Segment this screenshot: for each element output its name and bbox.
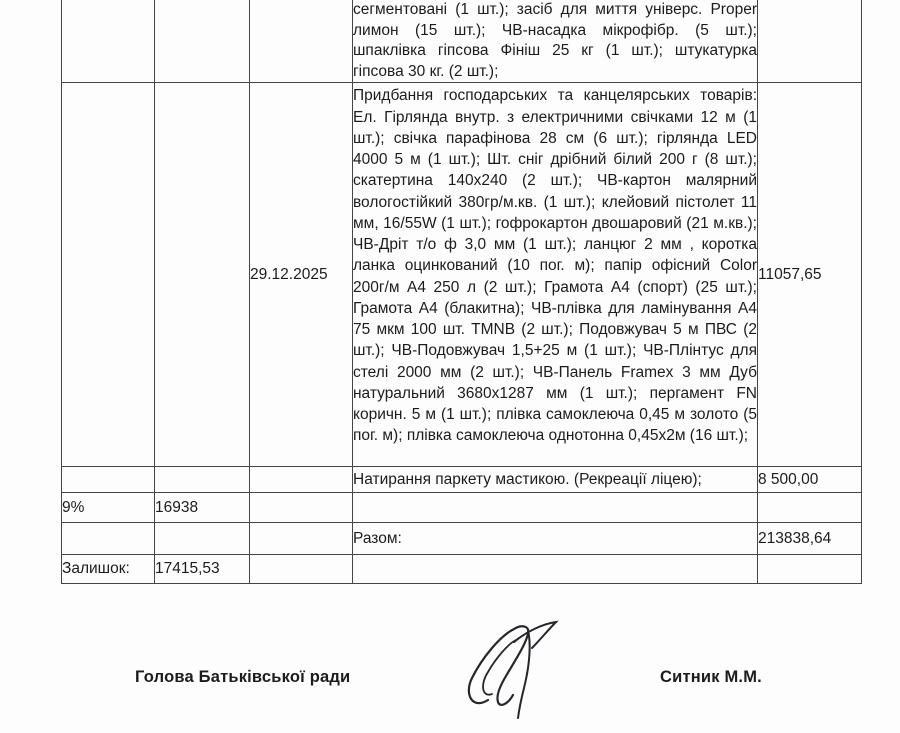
parquet-description: Натирання паркету мастикою. (Рекреації ліцею);: [353, 467, 758, 493]
cell-empty: [758, 493, 862, 523]
purchase-date: 29.12.2025: [250, 83, 353, 467]
purchase-description: Придбання господарських та канцелярських товарів: Ел. Гірлянда внутр. з електричними свічками 12 м (1 шт.); свічка парафінова 28 см (6 шт.); гірлянда LED 4000 5 м (1 шт.); Шт. сніг дрібний білий 200 г (8 шт.); скатертина 140х240 (2 шт.); ЧВ-картон малярний вологостійкий 380гр/м.кв. (1 шт.); клейовий пістолет 11 мм, 16/55W (1 шт.); гофрокартон двошаровий (21 м.кв.); ЧВ-Дріт т/о ф 3,0 мм (1 шт.); ланцюг 2 мм , коротка ланка оцинкований (10 пог. м); папір офісний Color 200г/м А4 250 л (2 шт.); Грамота А4 (спорт) (25 шт.); Грамота А4 (блакитна); ЧВ-плівка для ламінування А4 75 мкм 100 шт. TMNB (2 шт.); Подовжувач 5 м ПВС (2 шт.); ЧВ-Подовжувач 1,5+25 м (1 шт.); ЧВ-Плінтус для стелі 2000 мм (2 шт.); ЧВ-Панель Framex 3 мм Дуб натуральний 3680х1287 мм (1 шт.); пергамент FN коричн. 5 м (1 шт.); плівка самоклеюча 0,45 м золото (5 пог. м); плівка самоклеюча однотонна 0,45х2м (16 шт.);: [353, 83, 758, 467]
total-label: Разом:: [353, 523, 758, 555]
table-row-carryover: [62, 0, 862, 83]
carryover-description: сегментовані (1 шт.); засіб для миття універс. Proper лимон (15 шт.); ЧВ-насадка мікрофібр. (5 шт.); шпаклівка гіпсова Фініш 25 кг (1 шт.); штукатурка гіпсова 30 кг. (2 шт.);: [353, 0, 758, 83]
parquet-amount: 8 500,00: [758, 467, 862, 493]
cell-empty: [62, 83, 155, 467]
cell-empty: [250, 467, 353, 493]
balance-amount: 17415,53: [155, 555, 250, 584]
percent-cell: 9%: [62, 493, 155, 523]
signer-title: Голова Батьківської ради: [135, 668, 351, 686]
table-row-parquet: [62, 467, 862, 493]
cell-empty: [155, 83, 250, 467]
cell-empty: [250, 0, 353, 83]
cell-empty: [62, 467, 155, 493]
cell-empty: [155, 523, 250, 555]
percent-value-cell: 16938: [155, 493, 250, 523]
cell-empty: [250, 523, 353, 555]
cell-empty: [62, 0, 155, 83]
signature-scribble: [458, 620, 562, 720]
cell-empty: [758, 0, 862, 83]
signer-name: Ситник М.М.: [660, 668, 762, 686]
cell-empty: [250, 555, 353, 584]
expenses-table: [61, 0, 862, 584]
table-row-purchase: [62, 83, 862, 467]
cell-empty: [353, 555, 758, 584]
balance-label: Залишок:: [62, 555, 155, 584]
table-row-balance: [62, 555, 862, 584]
cell-empty: [155, 0, 250, 83]
cell-empty: [353, 493, 758, 523]
purchase-amount: 11057,65: [758, 83, 862, 467]
cell-empty: [155, 467, 250, 493]
total-amount: 213838,64: [758, 523, 862, 555]
cell-empty: [250, 493, 353, 523]
cell-empty: [758, 555, 862, 584]
cell-empty: [62, 523, 155, 555]
table-row-total: [62, 523, 862, 555]
table-row-percent: [62, 493, 862, 523]
